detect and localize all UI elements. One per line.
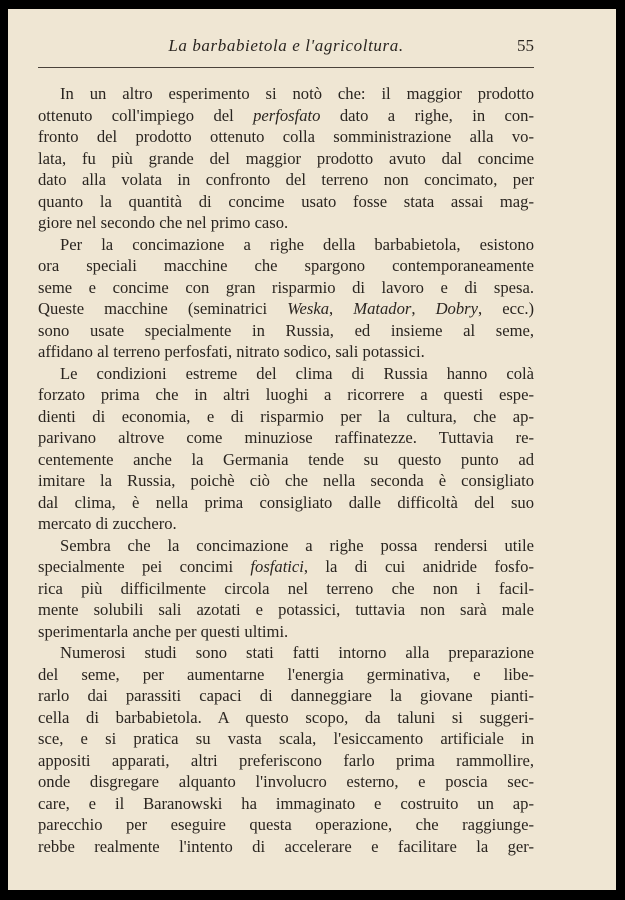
- text-line: del seme, per aumentarne l'energia germinativa, e libe-: [38, 664, 534, 684]
- text-line: sce, e si pratica su vasta scala, l'esiccamento artificiale in: [38, 729, 534, 748]
- text-line: Per la concimazione a righe della barbabietola, esistono: [60, 234, 534, 254]
- text-line: dato alla volata in confronto del terreno non concimato, per: [38, 170, 534, 189]
- text-line: seme e concime con gran risparmio di lavoro e di spesa.: [38, 277, 534, 297]
- text-line: imitare la Russia, poichè ciò che nella seconda è consigliato: [38, 471, 534, 490]
- text-line: specialmente pei concimi fosfatici, la di cui anidride fosfo-: [38, 557, 534, 576]
- text-line: quanto la quantità di concime usato fosse stata assai mag-: [38, 191, 534, 211]
- running-title: La barbabietola e l'agricoltura.: [168, 36, 404, 55]
- text-line: onde disgregare alquanto l'involucro esterno, e poscia sec-: [38, 772, 534, 791]
- text-line: Le condizioni estreme del clima di Russia hanno colà: [60, 363, 534, 383]
- text-line: lata, fu più grande del maggior prodotto avuto dal concime: [38, 148, 534, 168]
- body-text: [38, 83, 534, 857]
- text-line: fronto del prodotto ottenuto colla somministrazione alla vo-: [38, 127, 534, 146]
- text-line: care, e il Baranowski ha immaginato e costruito un ap-: [38, 793, 534, 813]
- text-line: rarlo dai parassiti capaci di danneggiare la giovane pianti-: [38, 686, 534, 705]
- text-line: giore nel secondo che nel primo caso.: [38, 213, 289, 232]
- text-line: dienti di economia, e di risparmio per la cultura, che ap-: [38, 406, 534, 426]
- text-line: dal clima, è nella prima consigliato dalle difficoltà del suo: [38, 492, 534, 512]
- text-line: parecchio per eseguire questa operazione, che raggiunge-: [38, 815, 534, 834]
- book-page: [8, 9, 616, 890]
- text-line: Sembra che la concimazione a righe possa rendersi utile: [60, 535, 534, 555]
- text-line: Queste macchine (seminatrici Weska, Matador, Dobry, ecc.): [38, 299, 534, 318]
- text-line: sono usate specialmente in Russia, ed insieme al seme,: [38, 320, 534, 340]
- text-line: ora speciali macchine che spargono contemporaneamente: [38, 256, 534, 275]
- text-line: mercato di zucchero.: [38, 514, 177, 533]
- text-line: Numerosi studi sono stati fatti intorno alla preparazione: [60, 643, 534, 662]
- text-line: In un altro esperimento si notò che: il maggior prodotto: [60, 84, 534, 103]
- text-line: rebbe realmente l'intento di accelerare e facilitare la ger-: [38, 836, 534, 856]
- running-head: [38, 36, 534, 60]
- text-line: ottenuto coll'impiego del perfosfato dato a righe, in con-: [38, 105, 535, 125]
- text-line: appositi apparati, altri preferiscono farlo prima rammollire,: [38, 750, 534, 770]
- text-line: mente solubili sali azotati e potassici, tuttavia non sarà male: [38, 600, 534, 619]
- text-line: forzato prima che in altri luoghi a ricorrere a questi espe-: [38, 385, 534, 404]
- page-number: 55: [517, 36, 534, 55]
- text-line: rica più difficilmente circola nel terreno che non i facil-: [38, 578, 534, 598]
- header-rule: [38, 67, 534, 68]
- text-line: sperimentarla anche per questi ultimi.: [38, 621, 289, 641]
- text-line: cella di barbabietola. A questo scopo, da taluni si suggeri-: [38, 707, 534, 727]
- text-line: centemente anche la Germania tende su questo punto ad: [38, 449, 534, 469]
- text-line: affidano al terreno perfosfati, nitrato sodico, sali potassici.: [38, 342, 425, 361]
- text-line: parivano altrove come minuziose raffinatezze. Tuttavia re-: [38, 428, 534, 447]
